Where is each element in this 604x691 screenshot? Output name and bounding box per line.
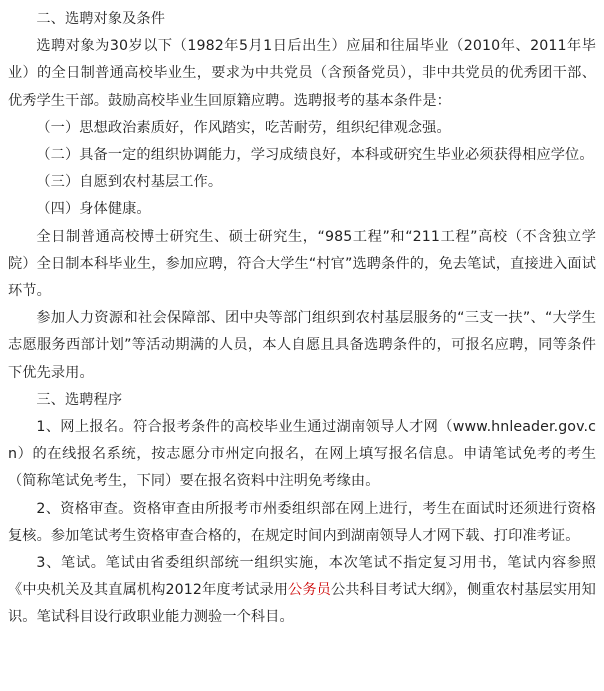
condition-item-1: （一）思想政治素质好，作风踏实，吃苦耐劳，组织纪律观念强。 — [36, 119, 451, 136]
condition-item-3: （三）自愿到农村基层工作。 — [36, 174, 223, 191]
paragraph-selection-targets: 选聘对象为30岁以下（1982年5月1日后出生）应届和往届毕业（2010年、2011年毕业）的全日制普通高校毕业生，要求为中共党员（含预备党员），非中共党员的优秀团干部、优秀学生干部。鼓励高校毕业生回原籍应聘。选聘报考的基本条件是： — [8, 38, 596, 109]
procedure-step-written-exam — [8, 550, 596, 632]
procedure-step-qualification-review: 2、资格审查。资格审查由所报考市州委组织部在网上进行，考生在面试时还须进行资格复核。参加笔试考生资格审查合格的，在规定时间内到湖南领导人才网下载、打印准考证。 — [8, 500, 596, 544]
paragraph-priority-hiring: 参加人力资源和社会保障部、团中央等部门组织到农村基层服务的“三支一扶”、“大学生志愿服务西部计划”等活动期满的人员，本人自愿且具备选聘条件的，可报名应聘，同等条件下优先录用。 — [8, 310, 596, 381]
procedure-step-online-registration: 1、网上报名。符合报考条件的高校毕业生通过湖南领导人才网（www.hnleader.gov.cn）的在线报名系统，按志愿分市州定向报名，在网上填写报名信息。申请笔试免考的考生（简称笔试免考生，下同）要在报名资料中注明免考缘由。 — [8, 419, 596, 490]
written-exam-text-after: 公共科目考试大纲》，侧重农村基层实用知识。笔试科目设行政职业能力测验一个科目。 — [8, 582, 596, 626]
civil-servant-link[interactable]: 公务员 — [288, 582, 331, 599]
written-exam-text-before: 3、笔试。笔试由省委组织部统一组织实施，本次笔试不指定复习用书，笔试内容参照《中央机关及其直属机构2012年度考试录用 — [8, 555, 596, 599]
section-heading-selection-procedure: 三、选聘程序 — [36, 391, 123, 408]
paragraph-exam-exemption: 全日制普通高校博士研究生、硕士研究生，“985工程”和“211工程”高校（不含独立学院）全日制本科毕业生，参加应聘，符合大学生“村官”选聘条件的，免去笔试，直接进入面试环节。 — [8, 228, 596, 300]
section-heading-selection-targets: 二、选聘对象及条件 — [36, 11, 165, 27]
condition-item-2: （二）具备一定的组织协调能力，学习成绩良好，本科或研究生毕业必须获得相应学位。 — [36, 147, 594, 164]
condition-item-4: （四）身体健康。 — [36, 201, 151, 218]
